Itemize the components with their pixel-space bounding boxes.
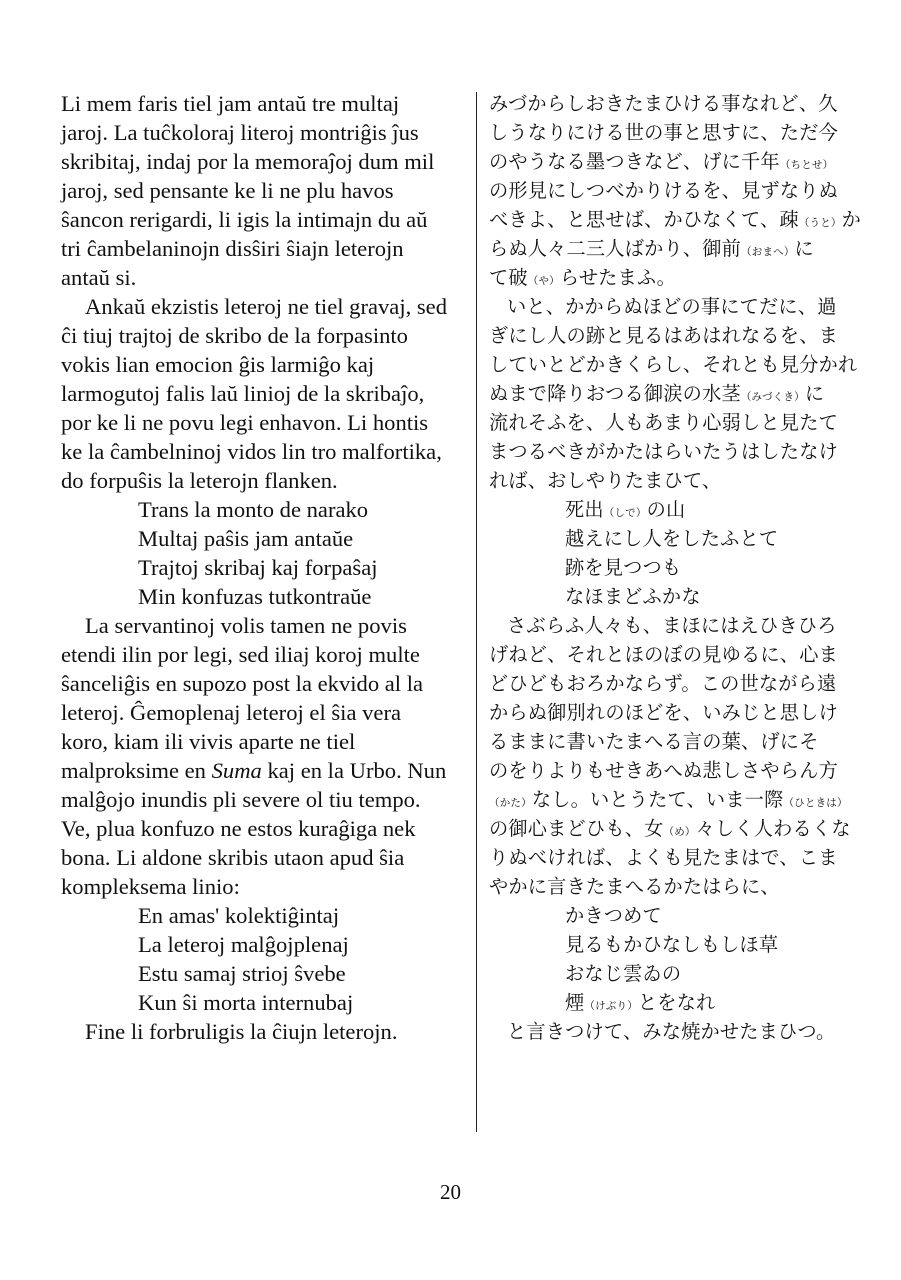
verse-line: Estu samaj strioj ŝvebe <box>138 961 346 986</box>
text-fragment: しうなりにける世の事と思すに、ただ今 <box>489 121 838 144</box>
text-line <box>489 408 849 437</box>
text-fragment: のをりよりもせきあへぬ悲しさやらん方 <box>489 759 838 782</box>
text-line: Ve, plua konfuzo ne estos kuraĝiga nek <box>61 816 416 841</box>
text-fragment: か <box>841 208 862 231</box>
verse-line: La leteroj malĝojplenaj <box>138 932 349 957</box>
text-fragment: 死出 <box>565 498 604 521</box>
text-fragment: に <box>804 382 825 405</box>
verse-line: Trans la monto de narako <box>138 497 369 522</box>
text-line: La servantinoj volis tamen ne povis <box>85 613 407 638</box>
text-fragment: 流れそふを、人もあまり心弱しと見たて <box>489 411 838 434</box>
page-number: 20 <box>440 1180 461 1204</box>
text-line: antaŭ si. <box>61 265 137 290</box>
text-line: jaroj, sed pensante ke li ne plu havos <box>61 178 394 203</box>
text-line <box>489 872 849 901</box>
text-fragment: やかに言きたまへるかたはらに、 <box>489 875 780 898</box>
text-line: Li mem faris tiel jam antaŭ tre multaj <box>61 91 400 116</box>
text-fragment: らぬ人々二三人ばかり、御前 <box>489 237 742 260</box>
text-fragment: るままに書いたまへる言の葉、げにそ <box>489 730 819 753</box>
text-line <box>61 756 469 785</box>
column-divider <box>476 92 477 1132</box>
furigana-reading: （しで） <box>603 507 647 519</box>
text-fragment: の形見にしつべかりけるを、見ずなりぬ <box>489 179 838 202</box>
verse-line: En amas' kolektiĝintaj <box>138 903 340 928</box>
esperanto-column <box>61 89 469 1046</box>
text-line <box>489 350 858 379</box>
text-line <box>489 640 849 669</box>
waka-line <box>489 524 849 553</box>
text-fragment: の山 <box>646 498 686 521</box>
text-fragment: 煙 <box>565 991 585 1014</box>
text-line <box>489 698 849 727</box>
text-line <box>489 263 849 292</box>
furigana-reading: （ひときは） <box>783 797 848 809</box>
furigana-reading: （ちとせ） <box>779 159 834 171</box>
text-line: por ke li ne povu legi enhavon. Li hontis <box>61 410 429 435</box>
waka-line <box>489 930 849 959</box>
text-fragment: ぬまで降りおつる御涙の水茎 <box>489 382 741 405</box>
text-fragment: のやうなる墨つきなど、げに千年 <box>489 150 780 173</box>
text-fragment: まつるべきがかたはらいたうはしたなけ <box>489 440 838 463</box>
furigana-reading: （うと） <box>798 217 842 229</box>
text-fragment: らせたまふ。 <box>559 266 677 289</box>
text-line: larmogutoj falis laŭ linioj de la skribaĵo, <box>61 381 425 406</box>
text-fragment: なし。いとうたて、いま一際 <box>531 788 784 811</box>
text-fragment: していとどかきくらし、それとも見分かれ <box>489 353 858 376</box>
japanese-column <box>489 89 862 1046</box>
text-fragment: とをなれ <box>637 991 716 1014</box>
text-fragment: 跡を見つつも <box>565 556 682 579</box>
text-line <box>489 843 849 872</box>
text-line <box>489 1017 849 1046</box>
text-fragment: 越えにし人をしたふとて <box>565 527 779 550</box>
verse-line: Min konfuzas tutkontraŭe <box>138 584 372 609</box>
furigana-reading: （けぶり） <box>584 1000 638 1012</box>
text-line: jaroj. La tuĉkoloraj literoj montriĝis ĵus <box>61 120 419 145</box>
furigana-reading: （みづくき） <box>740 391 805 403</box>
furigana-reading: （め） <box>663 826 696 838</box>
waka-line <box>489 988 849 1017</box>
text-fragment: れば、おしやりたまひて、 <box>489 469 722 492</box>
text-line: tri ĉambelaninojn disŝiri ŝiajn leterojn <box>61 236 404 261</box>
waka-line <box>489 495 849 524</box>
text-line: malĝojo inundis pli severe ol tiu tempo. <box>61 787 421 812</box>
text-fragment: ぎにし人の跡と見るはあはれなるを、ま <box>489 324 838 347</box>
text-line <box>489 234 849 263</box>
text-fragment: と言きつけて、みな焼かせたまひつ。 <box>507 1020 836 1043</box>
text-line <box>489 205 862 234</box>
text-fragment: 々しく人わるくな <box>695 817 851 840</box>
furigana-reading: （おまへ） <box>741 246 795 258</box>
waka-line <box>489 553 849 582</box>
text-line <box>489 292 849 321</box>
text-fragment: かきつめて <box>565 904 662 927</box>
text-fragment: さぶらふ人々も、まほにはえひきひろ <box>507 614 837 637</box>
text-line: Fine li forbruligis la ĉiujn leterojn. <box>85 1019 398 1044</box>
verse-line: Kun ŝi morta internubaj <box>138 990 354 1015</box>
text-line <box>489 118 849 147</box>
verse-line: Multaj paŝis jam antaŭe <box>138 526 354 551</box>
text-fragment: いと、かからぬほどの事にてだに、過 <box>507 295 837 318</box>
text-line: ĉi tiuj trajtoj de skribo de la forpasinto <box>61 323 408 348</box>
furigana-reading: （や） <box>527 275 560 287</box>
waka-line <box>489 582 849 611</box>
text-fragment: みづからしおきたまひける事なれど、久 <box>489 92 838 115</box>
text-line <box>489 89 849 118</box>
text-fragment: て破 <box>489 266 528 289</box>
text-line <box>489 321 849 350</box>
text-line <box>489 466 849 495</box>
text-fragment: げねど、それとほのぼの見ゆるに、心ま <box>489 643 838 666</box>
text-line: koro, kiam ili vivis aparte ne tiel <box>61 729 356 754</box>
text-fragment: なほまどふかな <box>565 585 701 608</box>
text-line: etendi ilin por legi, sed iliaj koroj multe <box>61 642 420 667</box>
text-fragment: malproksime en <box>61 758 212 783</box>
text-line: ŝancon rerigardi, li igis la intimajn du aŭ <box>61 207 428 232</box>
text-fragment: りぬべければ、よくも見たまはで、こま <box>489 846 838 869</box>
text-fragment: おなじ雲ゐの <box>565 962 682 985</box>
text-fragment: 見るもかひなしもしほ草 <box>565 933 779 956</box>
text-fragment: kaj en la Urbo. Nun <box>261 758 447 783</box>
text-line: ke la ĉambelninoj vidos lin tro malfortika, <box>61 439 442 464</box>
text-line: bona. Li aldone skribis utaon apud ŝia <box>61 845 405 870</box>
text-line <box>489 785 849 814</box>
text-fragment: からぬ御別れのほどを、いみじと思しけ <box>489 701 838 724</box>
text-line <box>489 379 849 408</box>
text-line <box>489 814 849 843</box>
text-line: leteroj. Ĝemoplenaj leteroj el ŝia vera <box>61 700 402 725</box>
text-line <box>489 437 849 466</box>
waka-line <box>489 959 849 988</box>
text-fragment: の御心まどひも、女 <box>489 817 664 840</box>
text-fragment: に <box>794 237 814 260</box>
place-name-italic: Suma <box>211 758 262 783</box>
text-line: skribitaj, indaj por la memoraĵoj dum mil <box>61 149 435 174</box>
text-line <box>489 756 849 785</box>
text-fragment: べきよ、と思せば、かひなくて、疎 <box>489 208 799 231</box>
waka-line <box>489 901 849 930</box>
text-fragment: どひどもおろかならず。この世ながら遠 <box>489 672 837 695</box>
text-line <box>489 611 849 640</box>
text-line: kompleksema linio: <box>61 874 240 899</box>
text-line: Ankaŭ ekzistis leteroj ne tiel gravaj, sed <box>85 294 448 319</box>
verse-line: Trajtoj skribaj kaj forpaŝaj <box>138 555 378 580</box>
text-line <box>489 669 849 698</box>
text-line: ŝanceliĝis en supozo post la ekvido al la <box>61 671 424 696</box>
text-line <box>489 727 849 756</box>
text-line <box>489 176 849 205</box>
furigana-reading: （かた） <box>489 797 532 809</box>
text-line: vokis lian emocion ĝis larmiĝo kaj <box>61 352 375 377</box>
text-line: do forpuŝis la leterojn flanken. <box>61 468 338 493</box>
text-line <box>489 147 849 176</box>
